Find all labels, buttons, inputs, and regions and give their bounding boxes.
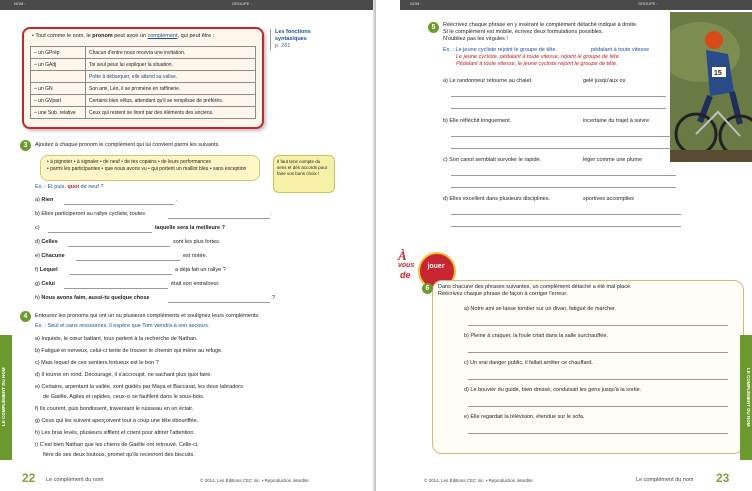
ex4-item[interactable]: c) Mais lequel de ces sentiers tortueux est le bon ? <box>35 360 159 366</box>
item-complement: incertaine du trajet à suivre <box>583 118 650 124</box>
ex4-item[interactable]: de Gaëlle. Agiles et rapides, ceux-ci se faufilent dans le sous-bois. <box>43 394 205 400</box>
rule-row-example: Chacun d'entre nous recevra une invitation. <box>86 47 256 59</box>
jersey-number: 15 <box>714 70 722 77</box>
exercise-4-number: 4 <box>20 311 31 322</box>
rule-row-label: – une Sub. relative <box>31 107 86 119</box>
exercise-6-instruction-1: Dans chacune des phrases suivantes, un complément détaché a été mal placé. <box>438 284 632 290</box>
item-post: est notée. <box>183 253 208 259</box>
left-side-tab <box>0 335 12 460</box>
exercise-6-instruction-2: Réécrivez chaque phrase de façon à corriger l'erreur. <box>438 291 568 297</box>
ex6-item <box>464 414 584 421</box>
item-letter: c) <box>35 225 40 231</box>
badge-jouer: jouer <box>427 263 445 270</box>
answer-line[interactable] <box>64 288 168 289</box>
tip-bubble <box>273 155 335 193</box>
answer-line[interactable] <box>168 218 270 219</box>
rule-row <box>31 107 256 119</box>
answer-line[interactable] <box>468 379 728 380</box>
item-sentence: Son canot semblait survoler le rapide. <box>449 157 542 163</box>
item-pre: Elles participeront au rallye cycliste, toutes <box>41 211 146 217</box>
ex5-item <box>443 118 511 125</box>
right-group-label: GROUPE : <box>638 1 658 6</box>
rule-table <box>30 46 256 119</box>
item-letter: b) <box>443 118 448 124</box>
badge-vous: vous <box>398 262 415 269</box>
right-side-tab <box>740 335 752 460</box>
rule-intro: • Tout comme le nom, le pronom peut avoir un complément, qui peut être : <box>32 33 215 39</box>
cyclist-icon <box>670 12 752 162</box>
item-post: . <box>271 211 273 217</box>
rule-row <box>31 95 256 107</box>
ex4-item[interactable]: e) Certains, arpentant la vallée, sont guidés par Maya et Baccarat, les deux labradors <box>35 384 243 390</box>
item-post: laquelle sera la meilleure ? <box>155 225 226 231</box>
exercise-5-example-complement: pédalant à toute vitesse <box>591 47 650 53</box>
ex5-item <box>443 196 550 203</box>
left-header-strip <box>0 0 376 10</box>
ex4-item[interactable]: i) C'est bien Nathan que les chiens de Gaëlle ont retrouvé. Celle-ci, <box>35 442 199 448</box>
cyclist-photo <box>670 12 752 162</box>
rule-row <box>31 47 256 59</box>
exercise-5-instruction-1: Réécrivez chaque phrase en y insérant le complément détaché indiqué à droite. <box>443 22 638 28</box>
example-prefix: Ex. : Et puis, <box>35 184 68 190</box>
item-letter: d) <box>35 239 40 245</box>
exercise-4-instruction: Entourez les pronoms qui ont un ou plusieurs compléments et soulignez leurs compléments. <box>35 313 260 319</box>
exercise-5-example-answer-1: Le jeune cycliste, pédalant à toute vitesse, rejoint le groupe de tête. <box>456 54 621 60</box>
badge-a: À <box>398 248 407 263</box>
item-complement: léger comme une plume <box>583 157 643 163</box>
rule-row-example: Son ami, Léo, il se promène en raffinerie. <box>86 83 256 95</box>
ex4-item[interactable]: a) Inquiets, le cœur battant, tous partent à la recherche de Nathan. <box>35 336 198 342</box>
item-letter: e) <box>35 253 40 259</box>
rule-intro-bold: pronom <box>92 33 113 39</box>
answer-line[interactable] <box>451 108 666 109</box>
exercise-5-example-answer-2: Pédalant à toute vitesse, le jeune cycliste rejoint le groupe de tête. <box>456 61 618 67</box>
answer-line[interactable] <box>451 136 671 137</box>
side-note <box>270 29 331 50</box>
rule-box <box>22 27 264 129</box>
rule-row <box>31 59 256 71</box>
item-post: sont les plus fortes. <box>173 239 221 245</box>
rule-row-example: Certains bien vêtus, attendant qu'il se remplisse de préférés. <box>86 95 256 107</box>
ex4-item[interactable]: b) Fatigué et nerveux, celui-ci tente de trouver le chemin qui mène au refuge. <box>35 348 223 354</box>
ex6-item <box>464 306 616 313</box>
left-footer-title: Le complément du nom <box>46 477 104 483</box>
wordbank-line-2: • parmi les participantes • que nous avons vu • qui portent un maillot bleu • sans exception <box>47 166 247 172</box>
right-footer-copyright: © 2014, Les Éditions CEC inc. • Reproduction interdite <box>424 478 533 483</box>
ex4-item[interactable]: g) Ceux qui les suivent aperçoivent tout à coup une tête ébouriffée. <box>35 418 199 424</box>
item-sentence: Notre ami se lasse tomber sur un divan, fatigué de marcher. <box>470 306 617 312</box>
item-pre: Celui <box>41 281 55 287</box>
item-sentence: Elles excellent dans plusieurs disciplines. <box>449 196 551 202</box>
item-post: . <box>176 197 178 203</box>
badge-de: de <box>400 270 411 280</box>
ex3-item <box>35 253 65 260</box>
answer-line[interactable] <box>468 433 728 434</box>
answer-line[interactable] <box>451 226 681 227</box>
answer-line[interactable] <box>468 406 728 407</box>
answer-line[interactable] <box>451 96 666 97</box>
answer-line[interactable] <box>76 260 180 261</box>
left-footer-copyright: © 2014, Les Éditions CEC inc. • Reproduction interdite <box>200 478 309 483</box>
example-suffix: de neuf ? <box>79 184 104 190</box>
left-page-number: 22 <box>22 471 36 485</box>
item-sentence: Elle réfléchit longuement. <box>449 118 512 124</box>
answer-line[interactable] <box>68 246 170 247</box>
ex3-item <box>35 295 150 302</box>
item-letter: f) <box>35 267 39 273</box>
answer-line[interactable] <box>64 204 174 205</box>
rule-row-label: – un GVpart <box>31 95 86 107</box>
exercise-3-number: 3 <box>20 140 31 151</box>
item-complement: sportives accomplies <box>583 196 635 202</box>
side-note-ref: p. 281 <box>275 43 291 49</box>
ex6-item <box>464 333 608 340</box>
rule-intro-prefix: Tout comme le nom, le <box>35 33 93 39</box>
rule-intro-mid: peut avoir un <box>112 33 148 39</box>
ex3-item <box>35 267 58 274</box>
ex4-item[interactable]: fière de ses deux toutous, promet qu'ils recevront des biscuits. <box>43 452 195 458</box>
answer-line[interactable] <box>468 352 728 353</box>
exercise-6-number: 6 <box>422 283 433 294</box>
right-page-number: 23 <box>716 471 730 485</box>
example-answer: quoi <box>67 184 80 190</box>
exercise-5-number: 5 <box>428 22 439 33</box>
exercise-3-example <box>35 184 103 191</box>
answer-line[interactable] <box>451 187 676 188</box>
exercise-5-instruction-3: N'oubliez pas les virgules ! <box>443 36 508 42</box>
item-letter: c) <box>443 157 448 163</box>
item-pre: Rien <box>41 197 54 203</box>
rule-row-label: – un GPrép <box>31 47 86 59</box>
ex4-item[interactable]: f) Ils courent, puis bondissent, traversant le ruisseau en un éclair. <box>35 406 194 412</box>
right-header-strip <box>400 0 752 10</box>
ex4-item[interactable]: h) Les bras levés, plusieurs sifflent et crient pour attirer l'attention. <box>35 430 195 436</box>
exercise-5-instruction-2: Si le complément est mobile, écrivez deux formulations possibles. <box>443 29 604 35</box>
answer-line[interactable] <box>451 214 681 215</box>
ex4-item[interactable]: d) Il tourne en rond. Découragé, il s'accroupit, ne sachant plus quoi faire. <box>35 372 212 378</box>
exercise-3-instruction: Ajoutez à chaque pronom le complément qui lui convient parmi les suivants. <box>35 142 220 148</box>
wordbank-line-1: • à pignoter • à signaler • de neuf • de tes copains • de leurs performances <box>47 159 211 165</box>
item-letter: e) <box>464 414 469 420</box>
answer-line[interactable] <box>168 302 270 303</box>
rule-row-label: – un GAdj <box>31 59 86 71</box>
answer-line[interactable] <box>70 274 172 275</box>
ex6-item <box>464 387 641 394</box>
right-footer-title: Le complément du nom <box>636 477 694 483</box>
rule-row-label: – un GN <box>31 83 86 95</box>
item-sentence: Un vrai danger public, il fallait arrêter ce chauffard. <box>470 360 593 366</box>
left-name-label: NOM : <box>14 1 26 6</box>
ex5-item <box>443 157 541 164</box>
item-letter: b) <box>35 211 40 217</box>
answer-line[interactable] <box>451 175 676 176</box>
rule-row-example: Prête à débarquer, elle attend sa valise. <box>86 71 256 83</box>
ex3-item <box>35 281 55 288</box>
rule-row-label <box>31 71 86 83</box>
item-post: était son entraîneur. <box>171 281 220 287</box>
rule-row <box>31 71 256 83</box>
item-letter: b) <box>464 333 469 339</box>
item-pre: Chacune <box>41 253 65 259</box>
item-letter: d) <box>464 387 469 393</box>
ex3-item <box>35 197 53 204</box>
item-letter: d) <box>443 196 448 202</box>
right-name-label: NOM : <box>410 1 422 6</box>
item-post: a déjà fait un rallye ? <box>175 267 226 273</box>
item-pre: Nous avons faim, aussi-tu quelque chose <box>41 295 150 301</box>
item-letter: a) <box>464 306 469 312</box>
rule-row-example: Toi seul peux lui expliquer la situation. <box>86 59 256 71</box>
item-sentence: Le randonneur retourne au chalet. <box>449 78 533 84</box>
ex3-item <box>35 211 145 218</box>
rule-intro-link[interactable]: complément <box>147 33 178 39</box>
right-page <box>376 0 752 491</box>
item-letter: h) <box>35 295 40 301</box>
answer-line[interactable] <box>48 232 152 233</box>
item-sentence: Le bouvier du guide, bien dressé, conduisait les gens jusqu'à la sortie. <box>470 387 642 393</box>
answer-line[interactable] <box>468 325 728 326</box>
item-pre: Lequel <box>39 267 58 273</box>
rule-row <box>31 83 256 95</box>
rule-intro-suffix: , qui peut être : <box>177 33 215 39</box>
item-sentence: Pleine à craquer, la foule criait dans la salle surchauffée. <box>470 333 608 339</box>
left-group-label: GROUPE : <box>232 1 252 6</box>
ex6-item <box>464 360 593 367</box>
exercise-4-example: Ex. : Seul et sans ressources, il espère que Tom viendra à son secours. <box>35 323 210 329</box>
item-letter: a) <box>443 78 448 84</box>
side-note-title[interactable]: Les fonctions syntaxiques <box>275 29 311 42</box>
ex5-item <box>443 78 533 85</box>
right-side-tab-label: LE COMPLÉMENT DU NOM <box>746 367 751 427</box>
ex3-item <box>35 239 58 246</box>
answer-line[interactable] <box>451 148 671 149</box>
item-letter: a) <box>35 197 40 203</box>
item-complement: gelé jusqu'aux os <box>583 78 626 84</box>
item-post: ? <box>272 295 276 301</box>
item-letter: g) <box>35 281 40 287</box>
rule-row-example: Ceux qui restent se liront par des éléments des anciens. <box>86 107 256 119</box>
item-sentence: Elle regardait la télévision, étendue sur le sofa. <box>470 414 585 420</box>
left-side-tab-label: LE COMPLÉMENT DU NOM <box>1 367 6 427</box>
tip-bubble-text: Il faut tenir compte du sens et des accords pour faire vos bons choix ! <box>277 159 328 176</box>
item-letter: c) <box>464 360 469 366</box>
exercise-3-wordbank <box>40 155 260 181</box>
exercise-5-example-sentence: Ex. : Le jeune cycliste rejoint le groupe de tête. <box>443 47 558 53</box>
item-pre: Celles <box>41 239 58 245</box>
